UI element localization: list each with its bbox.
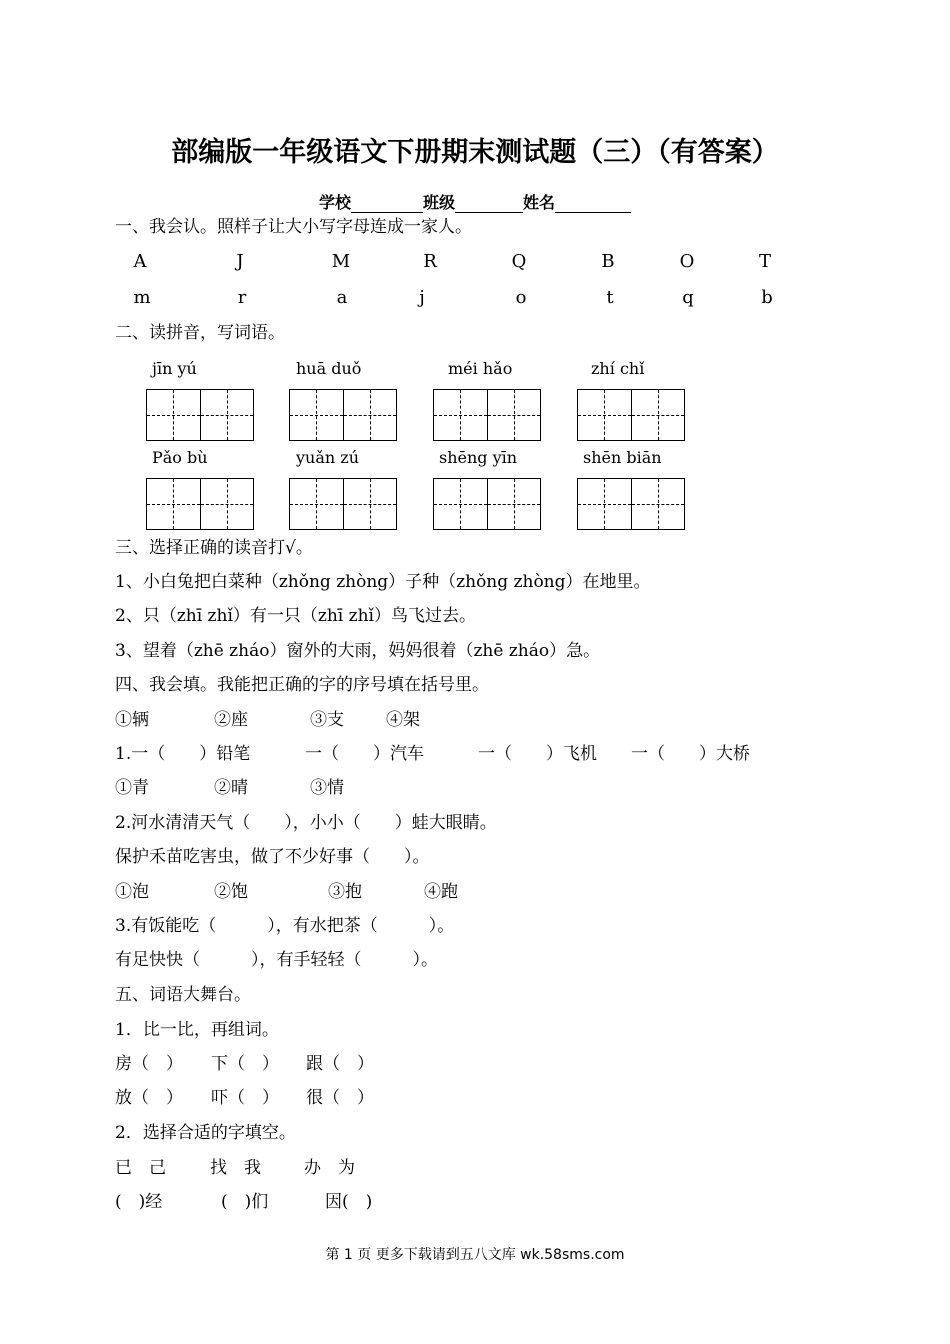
upper-letter: Q xyxy=(511,251,527,272)
option-item: ②饱 xyxy=(214,882,248,902)
writing-grid[interactable] xyxy=(577,389,685,441)
fill-item: 一（ ）大桥 xyxy=(631,744,750,764)
question-line: 有足快快（ ），有手轻轻（ ）。 xyxy=(115,950,438,970)
writing-grid[interactable] xyxy=(433,389,541,441)
upper-letter: R xyxy=(423,251,437,272)
fill-item: ( )们 xyxy=(221,1192,269,1212)
name-label: 姓名 xyxy=(523,193,556,212)
school-blank xyxy=(351,196,423,213)
pinyin-label: huā duǒ xyxy=(296,359,362,378)
option-item: ①辆 xyxy=(115,710,149,730)
compare-item: 跟（ ） xyxy=(306,1054,374,1074)
student-info-line xyxy=(0,190,950,213)
compare-item: 房（ ） xyxy=(115,1054,183,1074)
lower-letter: o xyxy=(515,287,527,308)
lower-letter: m xyxy=(133,287,151,308)
fill-item: 因( ) xyxy=(325,1192,373,1212)
lower-letter: r xyxy=(237,287,247,308)
upper-letter: M xyxy=(331,251,351,272)
question-line: 3.有饭能吃（ ），有水把茶（ ）。 xyxy=(115,916,455,936)
option-item: ①青 xyxy=(115,778,149,798)
compare-item: 很（ ） xyxy=(306,1088,374,1108)
section-3-heading: 三、选择正确的读音打√。 xyxy=(115,538,313,558)
section-5-heading: 五、词语大舞台。 xyxy=(115,985,251,1005)
option-item: ③情 xyxy=(310,778,344,798)
lower-letter: q xyxy=(682,287,694,308)
name-blank xyxy=(555,196,631,213)
char-pair: 找 我 xyxy=(210,1158,261,1178)
compare-item: 下（ ） xyxy=(211,1054,279,1074)
writing-grid[interactable] xyxy=(577,478,685,530)
option-item: ③支 xyxy=(310,710,344,730)
option-item: ①泡 xyxy=(115,882,149,902)
char-pair: 已 己 xyxy=(115,1158,166,1178)
section-1-heading: 一、我会认。照样子让大小写字母连成一家人。 xyxy=(115,217,472,237)
pinyin-label: méi hǎo xyxy=(448,359,513,378)
school-label: 学校 xyxy=(318,193,351,212)
option-item: ②晴 xyxy=(214,778,248,798)
section-4-heading: 四、我会填。我能把正确的字的序号填在括号里。 xyxy=(115,675,489,695)
writing-grid[interactable] xyxy=(289,389,397,441)
pinyin-label: shēn biān xyxy=(583,448,662,467)
lower-letter: b xyxy=(761,287,773,308)
pinyin-label: zhí chǐ xyxy=(591,359,645,378)
subsection-heading: 2．选择合适的字填空。 xyxy=(115,1123,296,1143)
upper-letter: B xyxy=(601,251,615,272)
option-item: ④架 xyxy=(386,710,420,730)
writing-grid[interactable] xyxy=(146,478,254,530)
option-item: ③抱 xyxy=(328,882,362,902)
lower-letter: a xyxy=(336,287,348,308)
question-line: 3、望着（zhē zháo）窗外的大雨，妈妈很着（zhē zháo）急。 xyxy=(115,641,601,661)
lower-letter: t xyxy=(606,287,614,308)
upper-letter: J xyxy=(236,251,244,272)
writing-grid[interactable] xyxy=(289,478,397,530)
subsection-heading: 1．比一比，再组词。 xyxy=(115,1020,279,1040)
upper-letter: T xyxy=(758,251,771,272)
option-item: ④跑 xyxy=(424,882,458,902)
page-title: 部编版一年级语文下册期末测试题（三）（有答案） xyxy=(171,137,779,168)
section-2-heading: 二、读拼音，写词语。 xyxy=(115,323,285,343)
writing-grid[interactable] xyxy=(146,389,254,441)
option-item: ②座 xyxy=(214,710,248,730)
upper-letter: A xyxy=(133,251,147,272)
question-line: 保护禾苗吃害虫，做了不少好事（ ）。 xyxy=(115,847,430,867)
compare-item: 放（ ） xyxy=(115,1088,183,1108)
fill-item: 一（ ）汽车 xyxy=(305,744,424,764)
question-line: 2.河水清清天气（ ），小小（ ）蛙大眼睛。 xyxy=(115,813,497,833)
lower-letter: j xyxy=(419,287,425,308)
writing-grid[interactable] xyxy=(433,478,541,530)
pinyin-label: Pǎo bù xyxy=(152,448,208,467)
pinyin-label: jīn yú xyxy=(152,359,197,378)
page-footer: 第 1 页 更多下载请到五八文库 wk.58sms.com xyxy=(325,1247,625,1263)
upper-letter: O xyxy=(679,251,695,272)
compare-item: 吓（ ） xyxy=(211,1088,279,1108)
fill-item: 1.一（ ）铅笔 xyxy=(115,744,251,764)
fill-item: ( )经 xyxy=(115,1192,163,1212)
question-line: 1、小白兔把白菜种（zhǒng zhòng）子种（zhǒng zhòng）在地里。 xyxy=(115,572,651,592)
pinyin-label: yuǎn zú xyxy=(296,448,360,467)
class-label: 班级 xyxy=(422,193,455,212)
char-pair: 办 为 xyxy=(304,1158,355,1178)
question-line: 2、只（zhī zhǐ）有一只（zhī zhǐ）鸟飞过去。 xyxy=(115,606,476,626)
fill-item: 一（ ）飞机 xyxy=(478,744,597,764)
class-blank xyxy=(455,196,523,213)
pinyin-label: shēng yīn xyxy=(439,448,518,467)
